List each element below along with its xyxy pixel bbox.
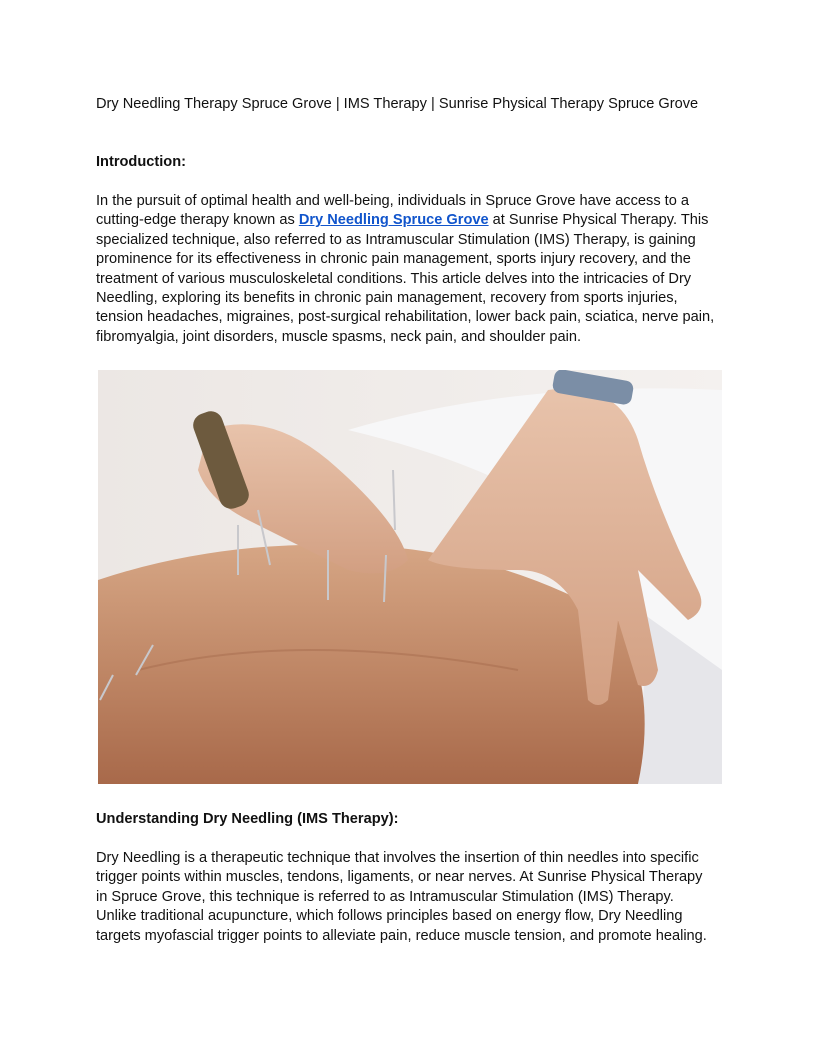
intro-line-2 [96, 211, 722, 230]
section2-line-1: Dry Needling is a therapeutic technique that involves the insertion of thin needles into specific [96, 850, 699, 866]
dry-needling-link[interactable]: Dry Needling Spruce Grove [298, 212, 489, 229]
section2-line-3: in Spruce Grove, this technique is referred to as Intramuscular Stimulation (IMS) Therapy. [96, 888, 674, 905]
intro-line-5: treatment of various musculoskeletal conditions. This article delves into the intricacies of Dry [96, 270, 692, 287]
dry-needling-illustration [98, 370, 722, 784]
intro-line-6: Needling, exploring its benefits in chronic pain management, recovery from sports injuries, [96, 290, 678, 307]
section2-line-2: trigger points within muscles, tendons, ligaments, or near nerves. At Sunrise Physical Therapy [96, 869, 703, 886]
intro-line-1: In the pursuit of optimal health and well-being, individuals in Spruce Grove have access to a [96, 193, 690, 209]
intro-paragraph [96, 192, 722, 347]
intro-line-7: tension headaches, migraines, post-surgical rehabilitation, lower back pain, sciatica, nerve pain, [96, 309, 715, 326]
section2-line-5: targets myofascial trigger points to alleviate pain, reduce muscle tension, and promote healing. [96, 927, 707, 944]
document-title: Dry Needling Therapy Spruce Grove | IMS Therapy | Sunrise Physical Therapy Spruce Grove [96, 96, 699, 112]
intro-line-2-before: cutting-edge therapy known as [96, 212, 299, 229]
dry-needling-photo [98, 370, 722, 784]
intro-line-3: specialized technique, also referred to as Intramuscular Stimulation (IMS) Therapy, is gaining [96, 231, 696, 248]
intro-line-2-after: at Sunrise Physical Therapy. This [488, 212, 709, 229]
section2-heading: Understanding Dry Needling (IMS Therapy): [96, 811, 399, 827]
intro-line-8: fibromyalgia, joint disorders, muscle spasms, neck pain, and shoulder pain. [96, 328, 582, 345]
section2-paragraph [96, 849, 722, 946]
section2-line-4: Unlike traditional acupuncture, which follows principles based on energy flow, Dry Needling [96, 908, 683, 925]
intro-line-4: prominence for its effectiveness in chronic pain management, sports injury recovery, and the [96, 251, 691, 268]
intro-heading: Introduction: [96, 154, 186, 170]
